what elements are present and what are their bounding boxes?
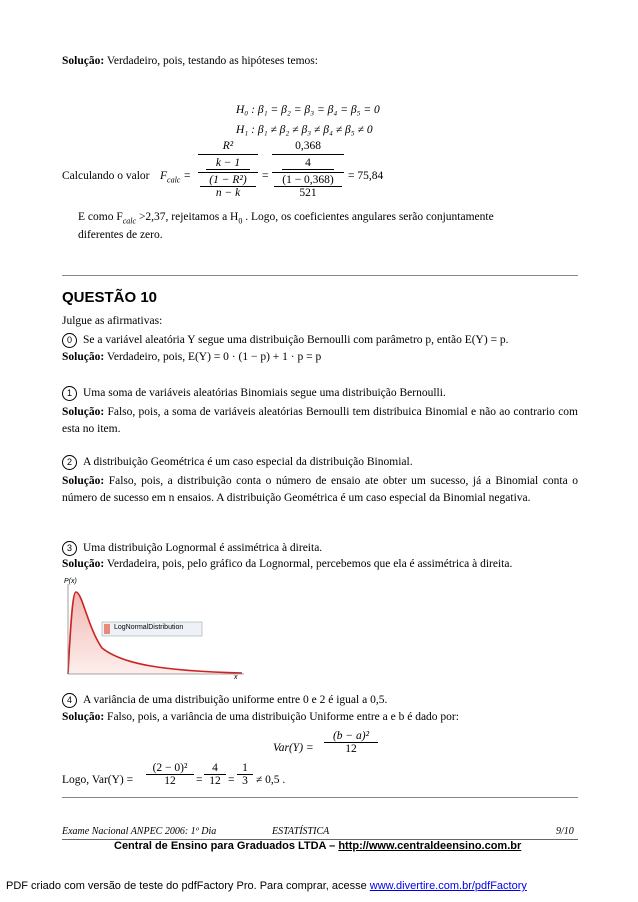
solution-intro — [62, 55, 318, 67]
variance-formula: (b − a)² 12 — [324, 730, 378, 755]
item-1-solution: Solução: Falso, pois, a soma de variáveis aleatórias Bernoulli tem distribuica Binomial e não ao contrario com esta no item. — [62, 406, 578, 435]
item-0-number: 0 — [62, 333, 77, 348]
frac-nk: n − k — [215, 187, 241, 199]
footer-url-link[interactable]: http://www.centraldeensino.com.br — [338, 840, 522, 852]
chart-ylabel: P(x) — [64, 578, 77, 585]
calc-prefix: Calculando o valor — [62, 170, 150, 182]
frac-521: 521 — [299, 187, 317, 199]
pdf-factory-link[interactable]: www.divertire.com.br/pdfFactory — [369, 880, 527, 892]
footer-page: 9/10 — [556, 826, 574, 837]
conclusion-line-1: E como $F_{calc} >2,37$, rejeitamos a $H_0$ . Logo, os coeficientes angulares serão conjuntamente — [78, 211, 494, 226]
f-calc-sub: calc — [167, 175, 181, 185]
frac-1m0368: (1 − 0,368) — [274, 174, 342, 187]
item-0-statement: 0 Se a variável aleatória Y segue uma distribuição Bernoulli com parâmetro p, então E(Y) = p. — [62, 333, 509, 348]
f-calc-symbol: F — [160, 170, 168, 182]
frac-oneminus: (1 − R²) — [200, 174, 256, 187]
item-3-statement: 3 Uma distribuição Lognormal é assimétrica à direita. — [62, 541, 322, 556]
hypothesis-h0: H₀ : β₁ = β₂ = β₃ = β₄ = β₅ = 0 — [236, 104, 380, 116]
chart-legend: LogNormalDistribution — [114, 624, 184, 631]
fraction-symbolic — [198, 140, 258, 199]
item-2-solution: Solução: Falso, pois, a distribuição conta o número de ensaio ate obter um sucesso, já a Binomial conta o número de sucesso em n ensaios. A distribuição Geométrica é um caso especial da Binomial negativa. — [62, 475, 578, 504]
divider-bottom — [62, 797, 578, 798]
frac-0368: 0,368 — [272, 140, 344, 155]
item-4-number: 4 — [62, 693, 77, 708]
variance-tail: ≠ 0,5 . — [256, 774, 286, 786]
variance-frac-1: (2 − 0)² 12 — [146, 762, 194, 787]
lognormal-plot — [62, 578, 250, 684]
item-1-statement: 1 Uma soma de variáveis aleatórias Binomiais segue uma distribuição Bernoulli. — [62, 386, 446, 401]
question-title: QUESTÃO 10 — [62, 289, 158, 306]
variance-frac-3: 1 3 — [237, 762, 253, 787]
calc-result: = 75,84 — [348, 170, 384, 182]
conclusion-line-2: diferentes de zero. — [78, 229, 163, 241]
item-4-solution: Solução: Falso, pois, a variância de uma distribuição Uniforme entre a e b é dado por: — [62, 711, 459, 723]
item-2-number: 2 — [62, 455, 77, 470]
pdf-notice: PDF criado com versão de teste do pdfFactory Pro. Para comprar, acesse www.divertire.com.br/pdfFactory — [6, 880, 527, 892]
footer-subject: ESTATÍSTICA — [272, 826, 330, 837]
variance-calc-prefix: Logo, Var(Y) = — [62, 774, 134, 786]
divider — [62, 275, 578, 276]
item-1-number: 1 — [62, 386, 77, 401]
f-calc: $F_{calc}$ = — [160, 170, 191, 185]
legend-swatch — [104, 624, 110, 634]
frac-4: 4 — [282, 157, 334, 170]
item-0-solution: Solução: Verdadeiro, pois, E(Y) = 0 · (1 − p) + 1 · p = p — [62, 351, 322, 363]
frac-r2: R² — [198, 140, 258, 155]
solution-label: Solução: — [62, 55, 105, 67]
fraction-numeric — [272, 140, 344, 199]
item-3-number: 3 — [62, 541, 77, 556]
hypothesis-h1: H₁ : β₁ ≠ β₂ ≠ β₃ ≠ β₄ ≠ β₅ ≠ 0 — [236, 124, 373, 136]
footer-exam: Exame Nacional ANPEC 2006: 1º Dia — [62, 826, 217, 837]
solution-text: Verdadeiro, pois, testando as hipóteses temos: — [104, 55, 318, 67]
frac-k1: k − 1 — [206, 157, 250, 170]
question-intro: Julgue as afirmativas: — [62, 315, 163, 327]
item-2-statement: 2 A distribuição Geométrica é um caso especial da distribuição Binomial. — [62, 455, 413, 470]
lognormal-chart — [62, 578, 250, 684]
footer-org: Central de Ensino para Graduados LTDA – http://www.centraldeensino.com.br — [114, 840, 522, 852]
item-4-statement: 4 A variância de uma distribuição uniforme entre 0 e 2 é igual a 0,5. — [62, 693, 387, 708]
variance-lhs: Var(Y) = — [273, 742, 314, 754]
variance-frac-2: 4 12 — [204, 762, 226, 787]
chart-xlabel: x — [234, 674, 238, 681]
item-3-solution: Solução: Verdadeira, pois, pelo gráfico da Lognormal, percebemos que ela é assimétrica à direita. — [62, 558, 513, 570]
